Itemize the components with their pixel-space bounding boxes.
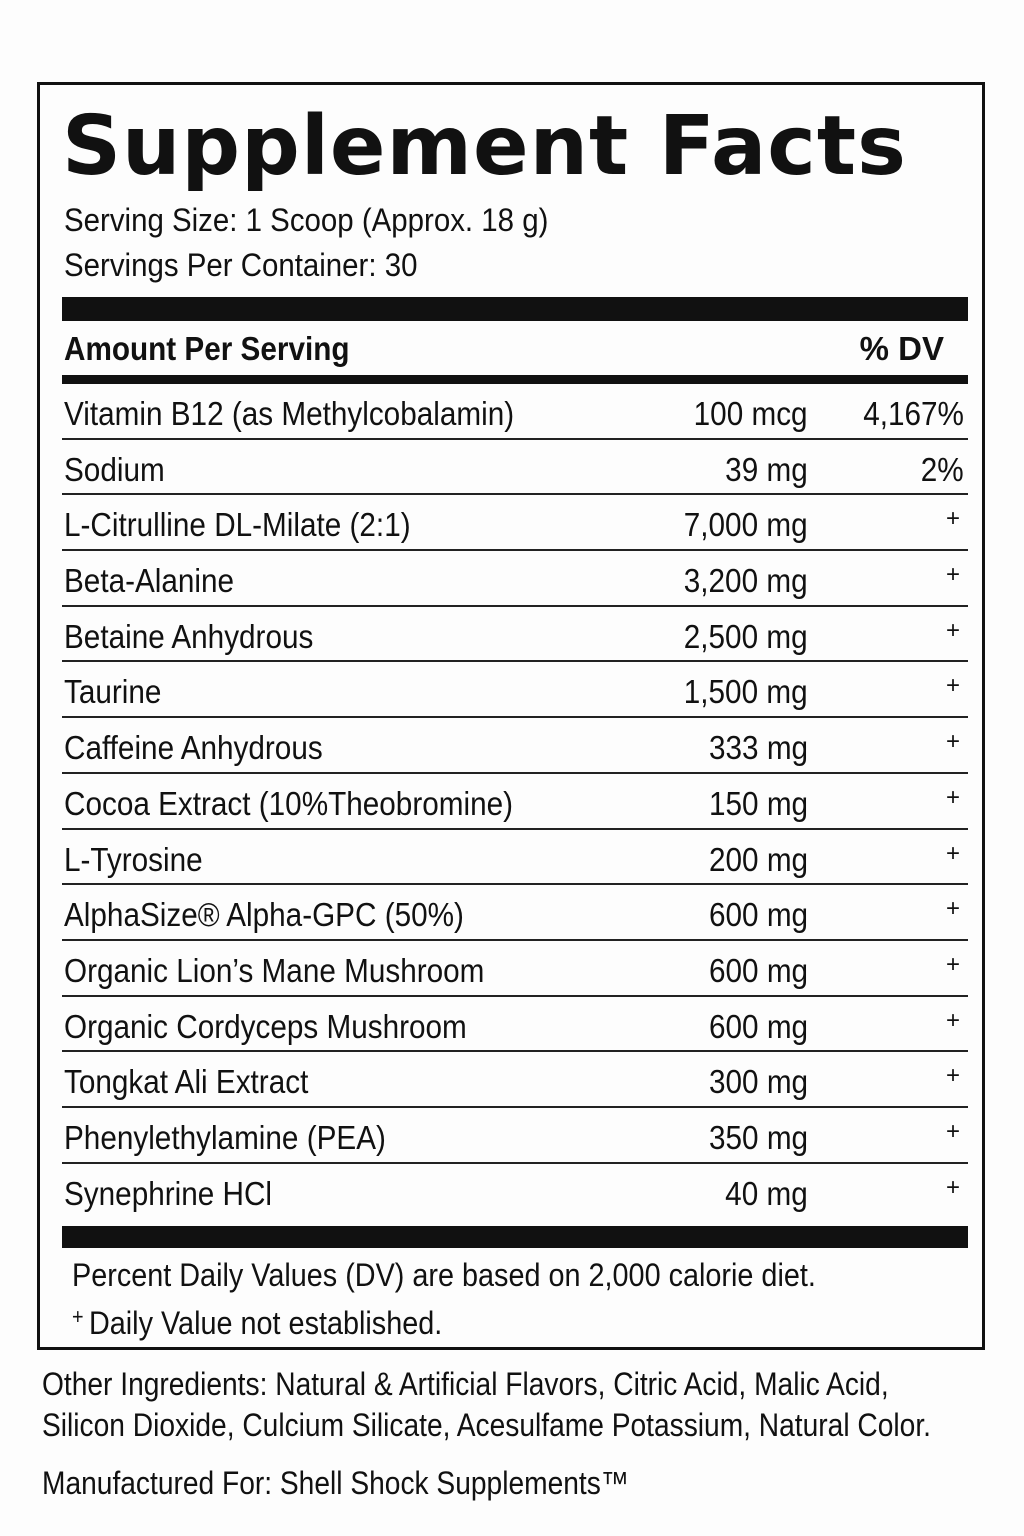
ingredient-amount: 600 mg	[708, 1007, 808, 1045]
supplement-facts-panel	[37, 82, 985, 1350]
table-row	[62, 941, 968, 997]
ingredient-daily-value: +	[945, 839, 960, 867]
table-row	[62, 551, 968, 607]
ingredient-amount: 350 mg	[708, 1118, 808, 1156]
ingredient-daily-value: +	[945, 1173, 960, 1201]
ingredient-amount: 300 mg	[708, 1063, 808, 1101]
ingredient-name: Taurine	[64, 673, 162, 711]
table-row	[62, 662, 968, 718]
ingredient-daily-value: +	[945, 1006, 960, 1034]
ingredient-name: L-Tyrosine	[64, 840, 203, 878]
ingredient-name: L-Citrulline DL-Milate (2:1)	[64, 506, 411, 544]
ingredient-name: Phenylethylamine (PEA)	[64, 1118, 386, 1156]
divider-medium	[62, 375, 968, 384]
manufacturer-line: Manufactured For: Shell Shock Supplements™	[42, 1465, 629, 1501]
table-row	[62, 774, 968, 830]
ingredient-name: Vitamin B12 (as Methylcobalamin)	[64, 395, 515, 432]
footnote-dv-not-established	[72, 1297, 442, 1343]
ingredient-name: Sodium	[64, 450, 165, 488]
footnote-plus-text: Daily Value not established.	[88, 1305, 443, 1341]
ingredient-amount: 600 mg	[708, 896, 808, 934]
ingredient-amount: 200 mg	[708, 840, 808, 878]
table-row	[62, 495, 968, 551]
ingredient-daily-value: +	[945, 728, 960, 756]
table-row	[62, 885, 968, 941]
amount-per-serving-header: Amount Per Serving	[64, 330, 350, 367]
table-row	[62, 384, 968, 440]
ingredient-amount: 150 mg	[708, 784, 808, 822]
table-row	[62, 830, 968, 886]
daily-value-header: % DV	[859, 330, 944, 367]
table-row	[62, 718, 968, 774]
divider-thick-bottom	[62, 1226, 968, 1248]
ingredient-name: Cocoa Extract (10%Theobromine)	[64, 784, 514, 822]
divider-thick-top	[62, 297, 968, 321]
servings-per-container: Servings Per Container: 30	[64, 247, 418, 283]
ingredient-name: Synephrine HCl	[64, 1174, 273, 1212]
ingredient-daily-value: 2%	[921, 450, 964, 488]
table-row	[62, 440, 968, 496]
ingredient-name: Organic Cordyceps Mushroom	[64, 1007, 467, 1045]
serving-size: Serving Size: 1 Scoop (Approx. 18 g)	[64, 202, 549, 238]
ingredient-name: Caffeine Anhydrous	[64, 729, 323, 767]
ingredient-daily-value: +	[945, 672, 960, 700]
ingredient-daily-value: +	[945, 561, 960, 589]
ingredient-amount: 40 mg	[725, 1174, 808, 1212]
ingredient-table	[62, 384, 968, 1219]
ingredient-amount: 333 mg	[708, 729, 808, 767]
ingredient-name: Betaine Anhydrous	[64, 617, 314, 655]
ingredient-daily-value: +	[945, 783, 960, 811]
ingredient-daily-value: +	[945, 1062, 960, 1090]
ingredient-daily-value: 4,167%	[863, 395, 964, 432]
ingredient-daily-value: +	[945, 505, 960, 533]
ingredient-amount: 600 mg	[708, 951, 808, 989]
ingredient-daily-value: +	[945, 616, 960, 644]
ingredient-amount: 2,500 mg	[684, 617, 808, 655]
ingredient-daily-value: +	[945, 950, 960, 978]
table-row	[62, 607, 968, 663]
ingredient-amount: 3,200 mg	[684, 562, 808, 600]
footnote-dv-basis: Percent Daily Values (DV) are based on 2,000 calorie diet.	[72, 1257, 816, 1293]
table-row	[62, 1108, 968, 1164]
panel-title: Supplement Facts	[62, 99, 907, 194]
table-row	[62, 1052, 968, 1108]
ingredient-daily-value: +	[945, 895, 960, 923]
table-row	[62, 997, 968, 1053]
table-row	[62, 1164, 968, 1220]
other-ingredients-line-2: Silicon Dioxide, Culcium Silicate, Acesulfame Potassium, Natural Color.	[42, 1407, 931, 1443]
ingredient-name: Tongkat Ali Extract	[64, 1063, 309, 1101]
ingredient-amount: 39 mg	[725, 450, 808, 488]
ingredient-daily-value: +	[945, 1117, 960, 1145]
ingredient-amount: 7,000 mg	[684, 506, 808, 544]
ingredient-name: Beta-Alanine	[64, 562, 235, 600]
ingredient-amount: 100 mcg	[694, 395, 808, 432]
ingredient-name: Organic Lion’s Mane Mushroom	[64, 951, 485, 989]
other-ingredients-line-1: Other Ingredients: Natural & Artificial Flavors, Citric Acid, Malic Acid,	[42, 1366, 889, 1402]
ingredient-name: AlphaSize® Alpha-GPC (50%)	[64, 896, 464, 934]
ingredient-amount: 1,500 mg	[684, 673, 808, 711]
plus-mark: +	[72, 1304, 84, 1329]
